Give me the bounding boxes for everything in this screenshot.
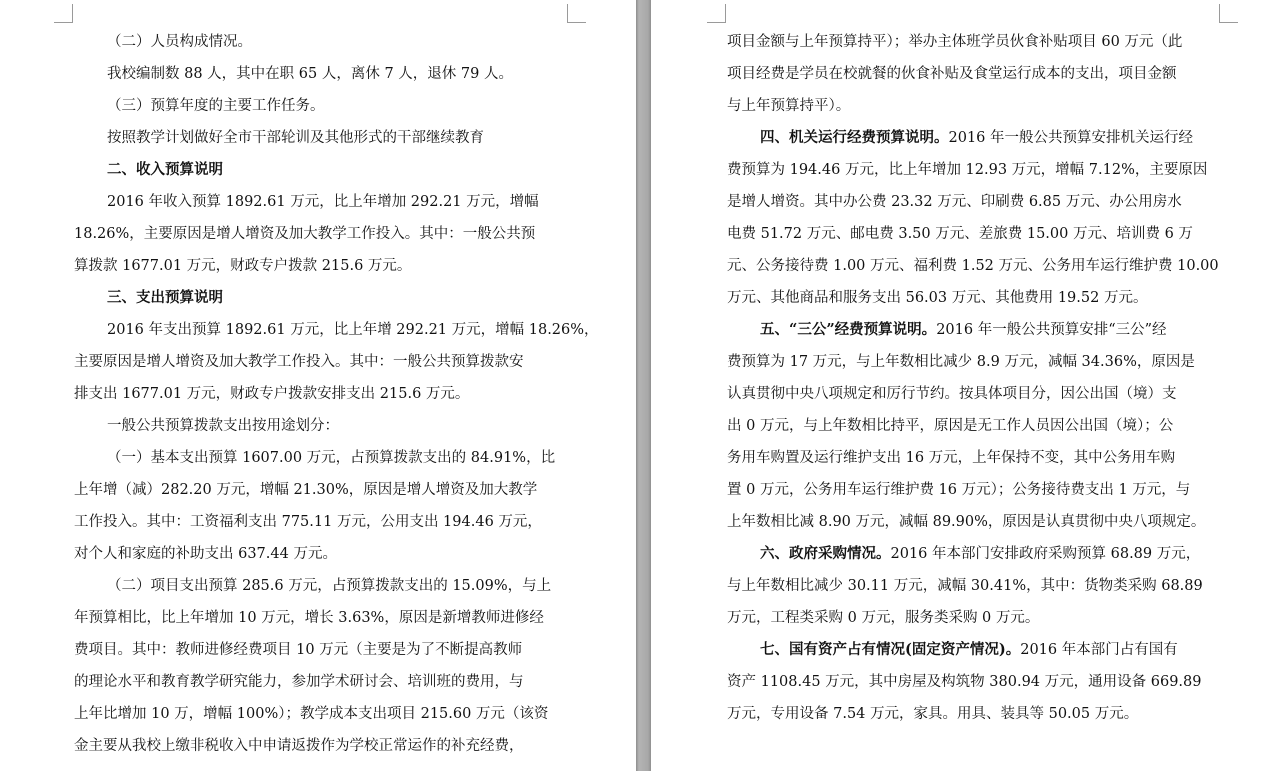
page-gap (636, 0, 651, 771)
text-line: 上年数相比减 8.90 万元，减幅 89.90%，原因是认真贯彻中央八项规定。 (727, 514, 1206, 530)
text-line: 上年比增加 10 万，增幅 100%）；教学成本支出项目 215.60 万元（该资 (74, 706, 549, 722)
text-line: 的理论水平和教育教学研究能力，参加学术研讨会、培训班的费用，与 (74, 674, 524, 690)
text-line: 与上年数相比减少 30.11 万元，减幅 30.41%，其中：货物类采购 68.89 (727, 578, 1203, 594)
text-line: 2016 年支出预算 1892.61 万元，比上年增 292.21 万元，增幅 18.26%， (107, 322, 599, 338)
text-line: 四、机关运行经费预算说明。2016 年一般公共预算安排机关运行经 (760, 129, 1194, 146)
crop-mark-top-left (707, 4, 726, 23)
section-heading: 四、机关运行经费预算说明。 (760, 129, 949, 146)
text-line: （二）项目支出预算 285.6 万元，占预算拨款支出的 15.09%，与上 (107, 578, 552, 594)
text-line: 项目金额与上年预算持平）；举办主体班学员伙食补贴项目 60 万元（此 (727, 34, 1183, 50)
text-line: 出 0 万元，与上年数相比持平，原因是无工作人员因公出国（境）；公 (727, 418, 1174, 434)
text-line: 五、“三公”经费预算说明。2016 年一般公共预算安排“三公”经 (760, 321, 1167, 338)
text-line: 万元，工程类采购 0 万元，服务类采购 0 万元。 (727, 610, 1040, 626)
text-line: （一）基本支出预算 1607.00 万元，占预算拨款支出的 84.91%，比 (107, 450, 556, 466)
text-line: 排支出 1677.01 万元，财政专户拨款安排支出 215.6 万元。 (74, 386, 470, 402)
text-line: 对个人和家庭的补助支出 637.44 万元。 (74, 546, 337, 562)
text-line: 电费 51.72 万元、邮电费 3.50 万元、差旅费 15.00 万元、培训费 6 万 (727, 226, 1193, 242)
text-line: 资产 1108.45 万元，其中房屋及构筑物 380.94 万元，通用设备 669.89 (727, 674, 1202, 690)
text-line: 万元、其他商品和服务支出 56.03 万元、其他费用 19.52 万元。 (727, 290, 1148, 306)
text-line: 工作投入。其中：工资福利支出 775.11 万元，公用支出 194.46 万元， (74, 514, 542, 530)
text-line: 上年增（减）282.20 万元，增幅 21.30%，原因是增人增资及加大教学 (74, 482, 538, 498)
document-page-left (0, 0, 636, 771)
text-line: 元、公务接待费 1.00 万元、福利费 1.52 万元、公务用车运行维护费 10.00 (727, 258, 1219, 274)
crop-mark-top-left (54, 4, 73, 23)
section-heading: 三、支出预算说明 (107, 289, 223, 306)
text-line: 认真贯彻中央八项规定和厉行节约。按具体项目分，因公出国（境）支 (727, 386, 1177, 402)
text-line: 与上年预算持平）。 (727, 98, 851, 114)
text-line: 年预算相比，比上年增加 10 万元，增长 3.63%，原因是新增教师进修经 (74, 610, 544, 626)
text-line: 费预算为 194.46 万元，比上年增加 12.93 万元，增幅 7.12%，主要原因 (727, 162, 1208, 178)
text-line: 算拨款 1677.01 万元，财政专户拨款 215.6 万元。 (74, 258, 412, 274)
text-line: （二）人员构成情况。 (107, 34, 252, 50)
text-line: （三）预算年度的主要工作任务。 (107, 98, 325, 114)
text-line: 主要原因是增人增资及加大教学工作投入。其中：一般公共预算拨款安 (74, 354, 524, 370)
text-line: 我校编制数 88 人，其中在职 65 人，离休 7 人，退休 79 人。 (107, 66, 513, 82)
text-line: 2016 年收入预算 1892.61 万元，比上年增加 292.21 万元，增幅 (107, 194, 539, 210)
crop-mark-top-right (1219, 4, 1238, 23)
section-heading: 五、“三公”经费预算说明。 (760, 321, 937, 338)
section-heading: 七、国有资产占有情况(固定资产情况)。 (760, 641, 1021, 658)
text-line: 务用车购置及运行维护支出 16 万元，上年保持不变，其中公务用车购 (727, 450, 1176, 466)
section-heading: 二、收入预算说明 (107, 161, 223, 178)
document-page-right (651, 0, 1286, 771)
text-line: 一般公共预算拨款支出按用途划分： (107, 418, 339, 434)
text-line: 费项目。其中：教师进修经费项目 10 万元（主要是为了不断提高教师 (74, 642, 523, 658)
text-line: 七、国有资产占有情况(固定资产情况)。2016 年本部门占有国有 (760, 641, 1178, 658)
text-line: 18.26%，主要原因是增人增资及加大教学工作投入。其中：一般公共预 (74, 226, 536, 242)
text-line: 按照教学计划做好全市干部轮训及其他形式的干部继续教育 (107, 130, 484, 146)
text-line: 万元，专用设备 7.54 万元，家具。用具、装具等 50.05 万元。 (727, 706, 1139, 722)
text-line: 是增人增资。其中办公费 23.32 万元、印刷费 6.85 万元、办公用房水 (727, 194, 1182, 210)
text-line: 项目经费是学员在校就餐的伙食补贴及食堂运行成本的支出，项目金额 (727, 66, 1177, 82)
crop-mark-top-right (567, 4, 586, 23)
text-line: 金主要从我校上缴非税收入中申请返拨作为学校正常运作的补充经费， (74, 738, 524, 754)
section-heading: 六、政府采购情况。 (760, 545, 891, 562)
text-line: 六、政府采购情况。2016 年本部门安排政府采购预算 68.89 万元， (760, 545, 1201, 562)
text-line: 费预算为 17 万元，与上年数相比减少 8.9 万元，减幅 34.36%，原因是 (727, 354, 1195, 370)
text-line: 置 0 万元，公务用车运行维护费 16 万元）；公务接待费支出 1 万元，与 (727, 482, 1191, 498)
